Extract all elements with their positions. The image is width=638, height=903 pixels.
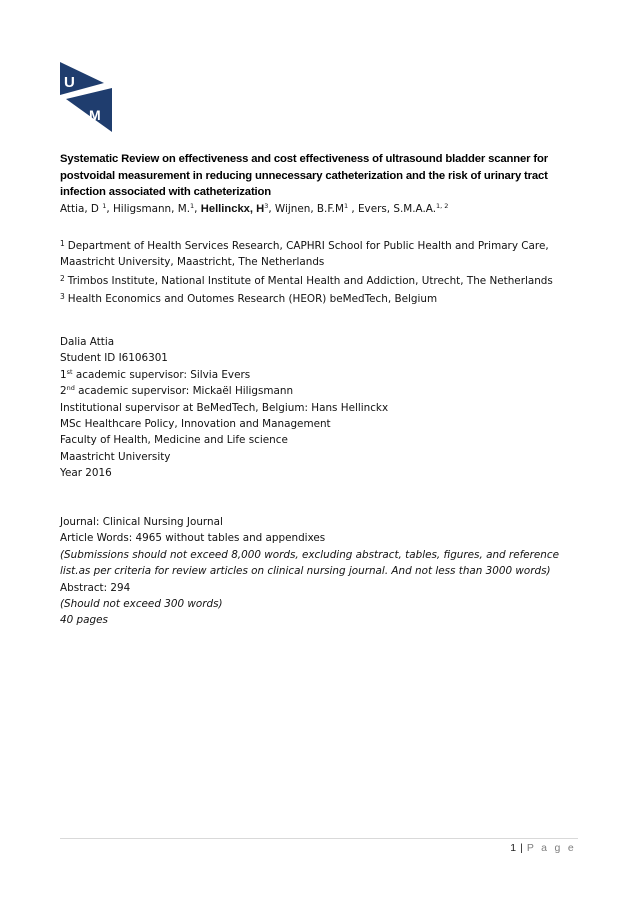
first-supervisor: 1st academic supervisor: Silvia Evers <box>60 367 251 381</box>
affiliation-1 <box>60 236 590 254</box>
logo-letter-u: U <box>64 74 75 91</box>
affiliation-number: 3 <box>60 292 65 302</box>
author-hiligsmann-affiliation: 1 <box>190 202 195 210</box>
author-list <box>60 201 590 217</box>
author-attia-affiliation: 1 <box>102 202 107 210</box>
journal-info <box>60 514 590 629</box>
author-wijnen: , Wijnen, B.F.M <box>268 203 344 215</box>
affiliation-text: Trimbos Institute, National Institute of Mental Health and Addiction, Utrecht, The Netherlands <box>67 274 553 287</box>
affiliation-number: 2 <box>60 273 65 283</box>
university-name: Maastricht University <box>60 450 171 463</box>
document-title: Systematic Review on effectiveness and cost effectiveness of ultrasound bladder scanner for postvoidal measurement in reducing unnecessary catheterization and the risk of urinary tract infection associated with catheterization <box>60 153 548 198</box>
student-name: Dalia Attia <box>60 336 115 348</box>
author-evers: , Evers, S.M.A.A. <box>348 203 437 215</box>
student-info <box>60 334 590 482</box>
article-word-count: Article Words: 4965 without tables and appendixes <box>60 532 326 545</box>
second-supervisor: 2nd academic supervisor: Mickaël Hiligsmann <box>60 384 294 398</box>
student-id: Student ID I6106301 <box>60 352 168 365</box>
faculty-name: Faculty of Health, Medicine and Life science <box>60 434 288 447</box>
abstract-limit-note: (Should not exceed 300 words) <box>60 598 223 611</box>
year: Year 2016 <box>60 467 112 480</box>
affiliation-2 <box>60 271 590 289</box>
author-separator: , <box>194 203 201 215</box>
affiliation-1-continued: Maastricht University, Maastricht, The Netherlands <box>60 256 325 269</box>
page-number: 1 <box>510 842 517 854</box>
word-limit-note-continued: list.as per criteria for review articles on clinical nursing journal. And not less than 3000 words) <box>60 565 551 578</box>
footer-divider <box>60 838 578 839</box>
institutional-supervisor: Institutional supervisor at BeMedTech, Belgium: Hans Hellinckx <box>60 401 389 414</box>
page-count: 40 pages <box>60 614 108 627</box>
program-name: MSc Healthcare Policy, Innovation and Management <box>60 418 331 431</box>
page-label: P a g e <box>526 842 576 854</box>
footer-separator: | <box>520 842 523 854</box>
author-hellinckx: Hellinckx, H <box>200 203 265 215</box>
affiliation-text: Health Economics and Outomes Research (HEOR) beMedTech, Belgium <box>67 293 438 306</box>
journal-name: Journal: Clinical Nursing Journal <box>60 516 223 528</box>
author-evers-affiliation: 1, 2 <box>436 202 449 210</box>
author-attia: Attia, D <box>60 203 103 215</box>
logo-letter-m: M <box>89 107 101 123</box>
author-hellinckx-affiliation: 3 <box>264 202 269 210</box>
abstract-word-count: Abstract: 294 <box>60 581 131 594</box>
author-wijnen-affiliation: 1 <box>343 202 349 210</box>
page-footer <box>510 842 576 854</box>
author-hiligsmann: , Hiligsmann, M. <box>106 203 191 215</box>
um-logo <box>60 62 112 132</box>
affiliation-number: 1 <box>60 239 65 248</box>
affiliation-text: Department of Health Services Research, CAPHRI School for Public Health and Primary Care, <box>67 240 549 252</box>
affiliation-3 <box>60 289 590 307</box>
affiliation-list <box>60 236 590 308</box>
word-limit-note: (Submissions should not exceed 8,000 words, excluding abstract, tables, figures, and reference <box>60 548 559 561</box>
